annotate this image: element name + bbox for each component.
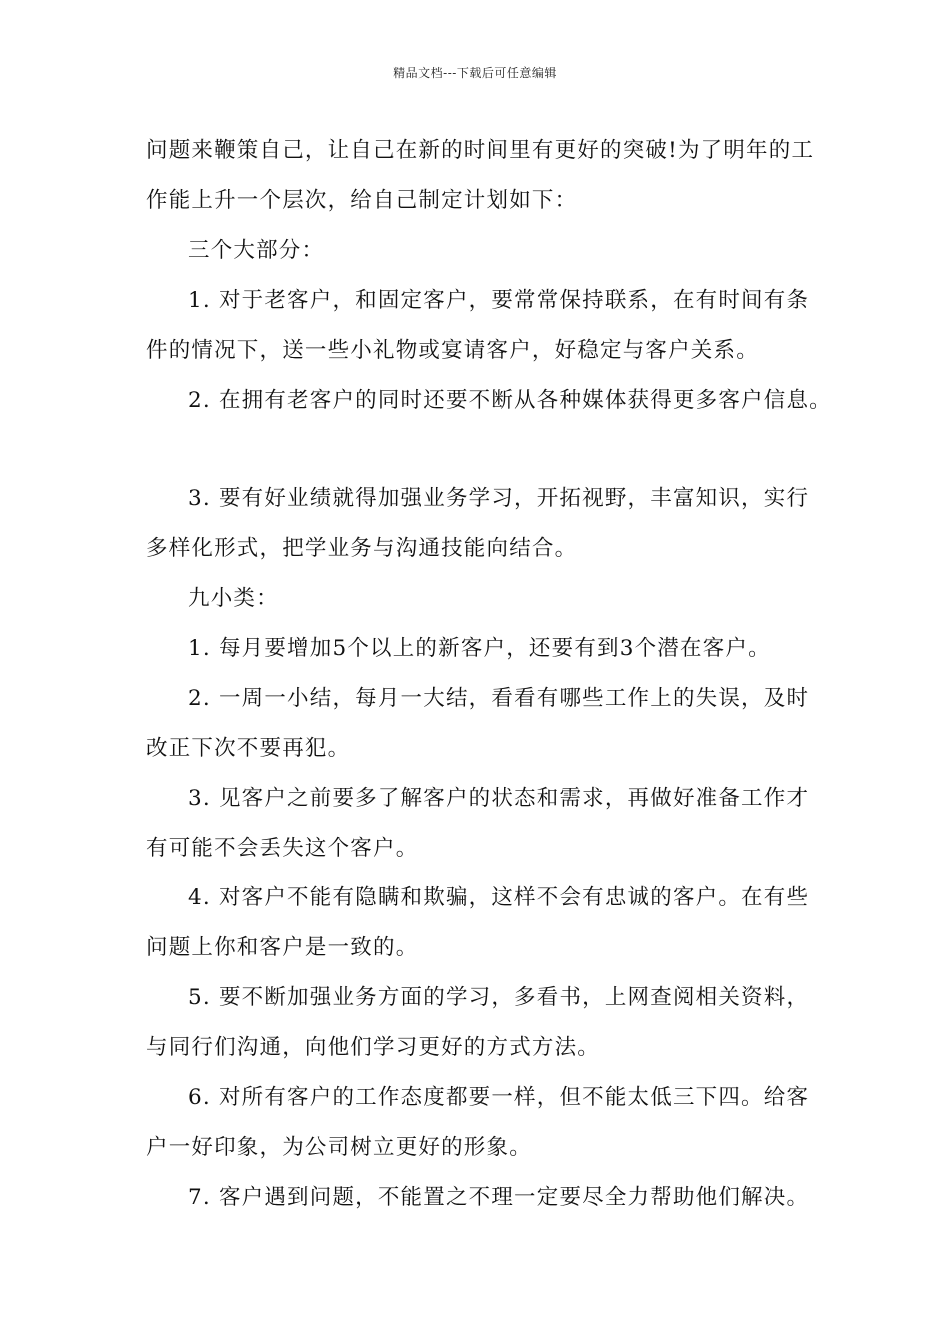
list-item: 5. 要不断加强业务方面的学习，多看书，上网查阅相关资料， [188, 985, 810, 1010]
section-heading: 三个大部分： [188, 238, 325, 263]
body-line: 户一好印象，为公司树立更好的形象。 [146, 1135, 532, 1160]
list-item: 2. 在拥有老客户的同时还要不断从各种媒体获得更多客户信息。 [188, 388, 832, 413]
body-line: 有可能不会丢失这个客户。 [146, 836, 419, 861]
page-header: 精品文档---下载后可任意编辑 [393, 66, 557, 80]
list-item: 2. 一周一小结，每月一大结，看看有哪些工作上的失误，及时 [188, 686, 810, 711]
list-item: 3. 见客户之前要多了解客户的状态和需求，再做好准备工作才 [188, 786, 810, 811]
body-line: 作能上升一个层次，给自己制定计划如下： [146, 188, 578, 213]
list-item: 3. 要有好业绩就得加强业务学习，开拓视野，丰富知识，实行 [188, 486, 810, 511]
body-line: 问题上你和客户是一致的。 [146, 935, 419, 960]
body-line: 问题来鞭策自己，让自己在新的时间里有更好的突破!为了明年的工 [146, 138, 815, 163]
list-item: 7. 客户遇到问题，不能置之不理一定要尽全力帮助他们解决。 [188, 1185, 810, 1210]
list-item: 1. 对于老客户，和固定客户，要常常保持联系，在有时间有条 [188, 288, 810, 313]
section-heading: 九小类： [188, 586, 279, 611]
list-item: 1. 每月要增加5个以上的新客户，还要有到3个潜在客户。 [188, 636, 771, 661]
list-item: 6. 对所有客户的工作态度都要一样，但不能太低三下四。给客 [188, 1085, 810, 1110]
list-item: 4. 对客户不能有隐瞒和欺骗，这样不会有忠诚的客户。在有些 [188, 885, 810, 910]
body-line: 多样化形式，把学业务与沟通技能向结合。 [146, 536, 578, 561]
body-line: 件的情况下，送一些小礼物或宴请客户，好稳定与客户关系。 [146, 338, 759, 363]
body-line: 与同行们沟通，向他们学习更好的方式方法。 [146, 1035, 601, 1060]
body-line: 改正下次不要再犯。 [146, 736, 351, 761]
